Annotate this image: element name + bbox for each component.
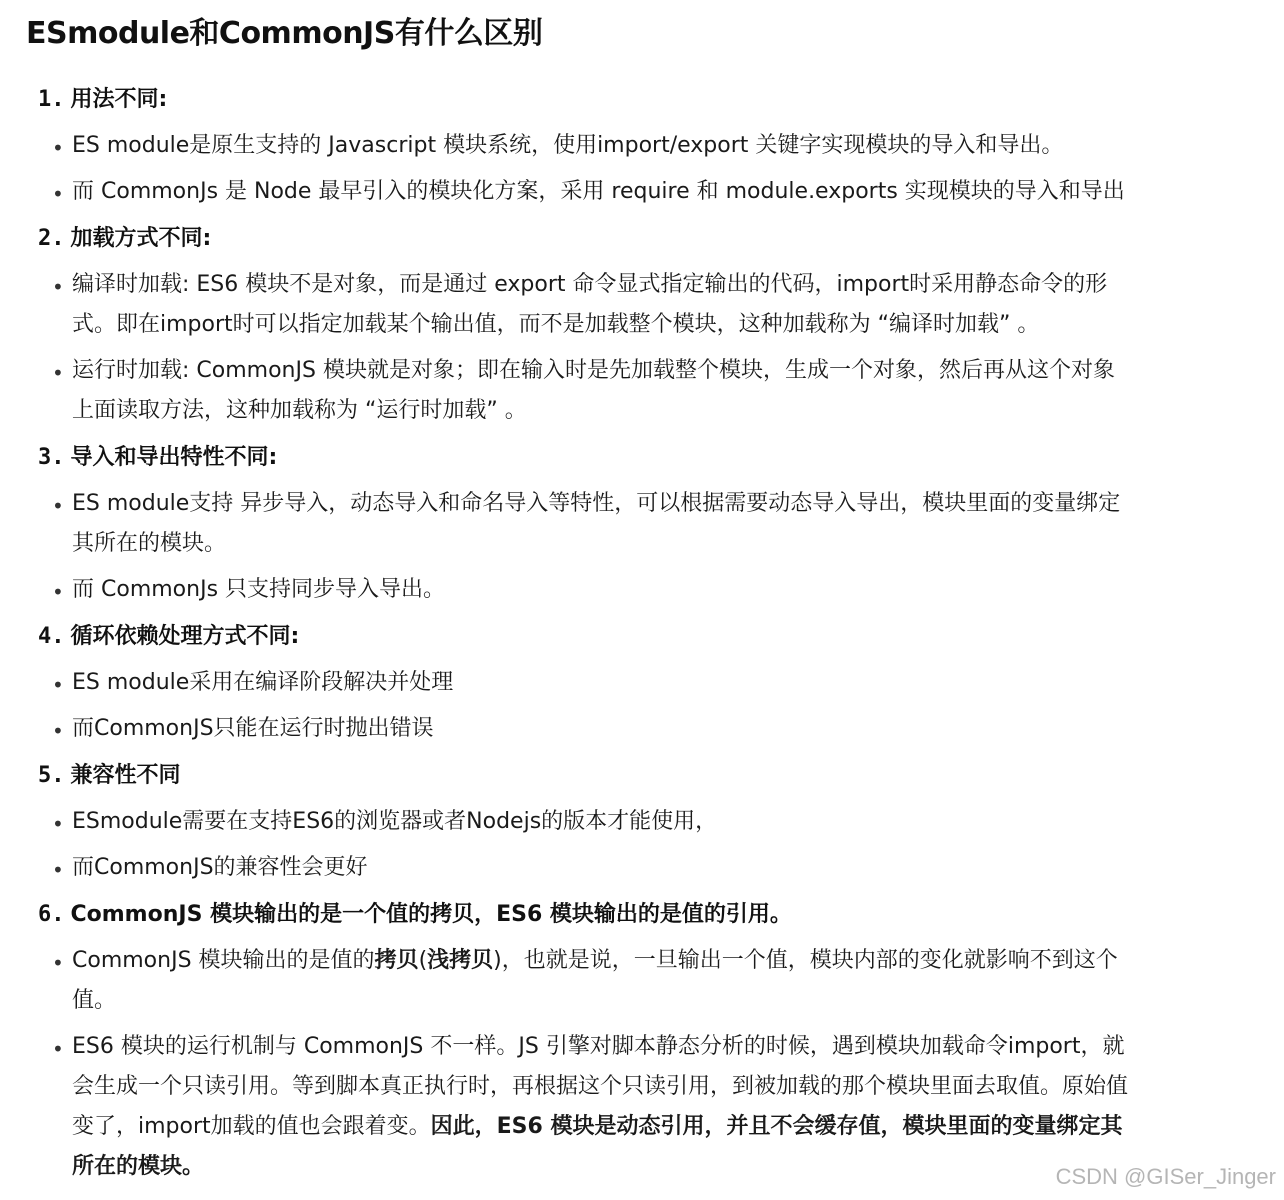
bullet-dot: • xyxy=(52,580,64,604)
bullet-dot: • xyxy=(52,951,64,975)
section-heading-text: 循环依赖处理方式不同: xyxy=(70,624,300,649)
emphasis-text: 浅拷贝 xyxy=(427,948,494,973)
list-item-continuation xyxy=(72,305,1039,345)
list-item-text: 而CommonJS的兼容性会更好 xyxy=(72,855,368,880)
section-number: 2. xyxy=(38,226,65,251)
list-item-text: 值。 xyxy=(72,988,117,1013)
bullet-dot: • xyxy=(52,673,64,697)
list-item xyxy=(72,848,368,888)
bullet-dot: • xyxy=(52,719,64,743)
list-item-text: 编译时加载: ES6 模块不是对象，而是通过 export 命令显式指定输出的代码，import时采用静态命令的形 xyxy=(72,272,1108,297)
emphasis-text: 因此，ES6 模块是动态引用，并且不会缓存值，模块里面的变量绑定其 xyxy=(430,1114,1123,1139)
section-number: 6. xyxy=(38,902,65,927)
section-heading-text: 用法不同: xyxy=(70,87,168,112)
list-item xyxy=(72,941,1118,981)
bullet-dot: • xyxy=(52,1037,64,1061)
list-item-text: CommonJS 模块输出的是值的 xyxy=(72,948,375,973)
list-item-continuation xyxy=(72,524,226,564)
list-item-text: ES module支持 异步导入，动态导入和命名导入等特性，可以根据需要动态导入导出，模块里面的变量绑定 xyxy=(72,491,1121,516)
list-item-text: 而 CommonJs 只支持同步导入导出。 xyxy=(72,577,446,602)
list-item xyxy=(72,265,1107,305)
list-item xyxy=(72,351,1115,391)
list-item-text: 上面读取方法，这种加载称为 “运行时加载” 。 xyxy=(72,398,527,423)
bullet-dot: • xyxy=(52,275,64,299)
list-item-continuation xyxy=(72,981,116,1021)
list-item xyxy=(72,1027,1124,1067)
watermark: CSDN @GISer_Jinger xyxy=(1055,1164,1276,1189)
bullet-dot: • xyxy=(52,136,64,160)
list-item xyxy=(72,663,453,703)
section-heading-2 xyxy=(38,224,211,254)
section-heading-text: CommonJS 模块输出的是一个值的拷贝，ES6 模块输出的是值的引用。 xyxy=(70,902,792,927)
emphasis-text: 所在的模块。 xyxy=(72,1154,205,1179)
section-number: 5. xyxy=(38,763,65,788)
section-heading-6 xyxy=(38,900,792,930)
list-item-text: 其所在的模块。 xyxy=(72,531,227,556)
list-item xyxy=(72,802,717,842)
section-number: 3. xyxy=(38,445,65,470)
bullet-dot: • xyxy=(52,494,64,518)
list-item xyxy=(72,172,1125,212)
section-heading-5 xyxy=(38,761,181,791)
section-heading-3 xyxy=(38,443,277,473)
list-item xyxy=(72,126,1063,166)
list-item xyxy=(72,570,445,610)
list-item xyxy=(72,484,1120,524)
section-number: 4. xyxy=(38,624,65,649)
bullet-dot: • xyxy=(52,361,64,385)
list-item-continuation xyxy=(72,1067,1128,1107)
list-item-text: )，也就是说，一旦输出一个值，模块内部的变化就影响不到这个 xyxy=(493,948,1118,973)
section-heading-text: 加载方式不同: xyxy=(70,226,212,251)
section-heading-4 xyxy=(38,622,299,652)
section-heading-1 xyxy=(38,85,167,115)
list-item-continuation xyxy=(72,1147,204,1187)
list-item-text: ES module是原生支持的 Javascript 模块系统，使用import/export 关键字实现模块的导入和导出。 xyxy=(72,133,1064,158)
list-item-continuation xyxy=(72,1107,1122,1147)
list-item-text: 变了，import加载的值也会跟着变。 xyxy=(72,1114,431,1139)
list-item-text: 会生成一个只读引用。等到脚本真正执行时，再根据这个只读引用，到被加载的那个模块里面去取值。原始值 xyxy=(72,1074,1129,1099)
section-heading-text: 兼容性不同 xyxy=(70,763,181,788)
list-item-text: ESmodule需要在支持ES6的浏览器或者Nodejs的版本才能使用， xyxy=(72,809,718,834)
section-heading-text: 导入和导出特性不同: xyxy=(70,445,278,470)
list-item-text: 而 CommonJs 是 Node 最早引入的模块化方案，采用 require 和 module.exports 实现模块的导入和导出 xyxy=(72,179,1125,204)
list-item-text: ES6 模块的运行机制与 CommonJS 不一样。JS 引擎对脚本静态分析的时候，遇到模块加载命令import，就 xyxy=(72,1034,1125,1059)
bullet-dot: • xyxy=(52,182,64,206)
list-item-text: ( xyxy=(418,948,428,973)
bullet-dot: • xyxy=(52,858,64,882)
list-item-text: 式。即在import时可以指定加载某个输出值，而不是加载整个模块，这种加载称为 “编译时加载” 。 xyxy=(72,312,1040,337)
list-item-text: ES module采用在编译阶段解决并处理 xyxy=(72,670,454,695)
list-item-text: 运行时加载: CommonJS 模块就是对象；即在输入时是先加载整个模块，生成一个对象，然后再从这个对象 xyxy=(72,358,1115,383)
bullet-dot: • xyxy=(52,812,64,836)
section-number: 1. xyxy=(38,87,65,112)
emphasis-text: 拷贝 xyxy=(374,948,419,973)
list-item xyxy=(72,709,434,749)
list-item-text: 而CommonJS只能在运行时抛出错误 xyxy=(72,716,434,741)
list-item-continuation xyxy=(72,391,527,431)
page-title: ESmodule和CommonJS有什么区别 xyxy=(26,16,543,51)
